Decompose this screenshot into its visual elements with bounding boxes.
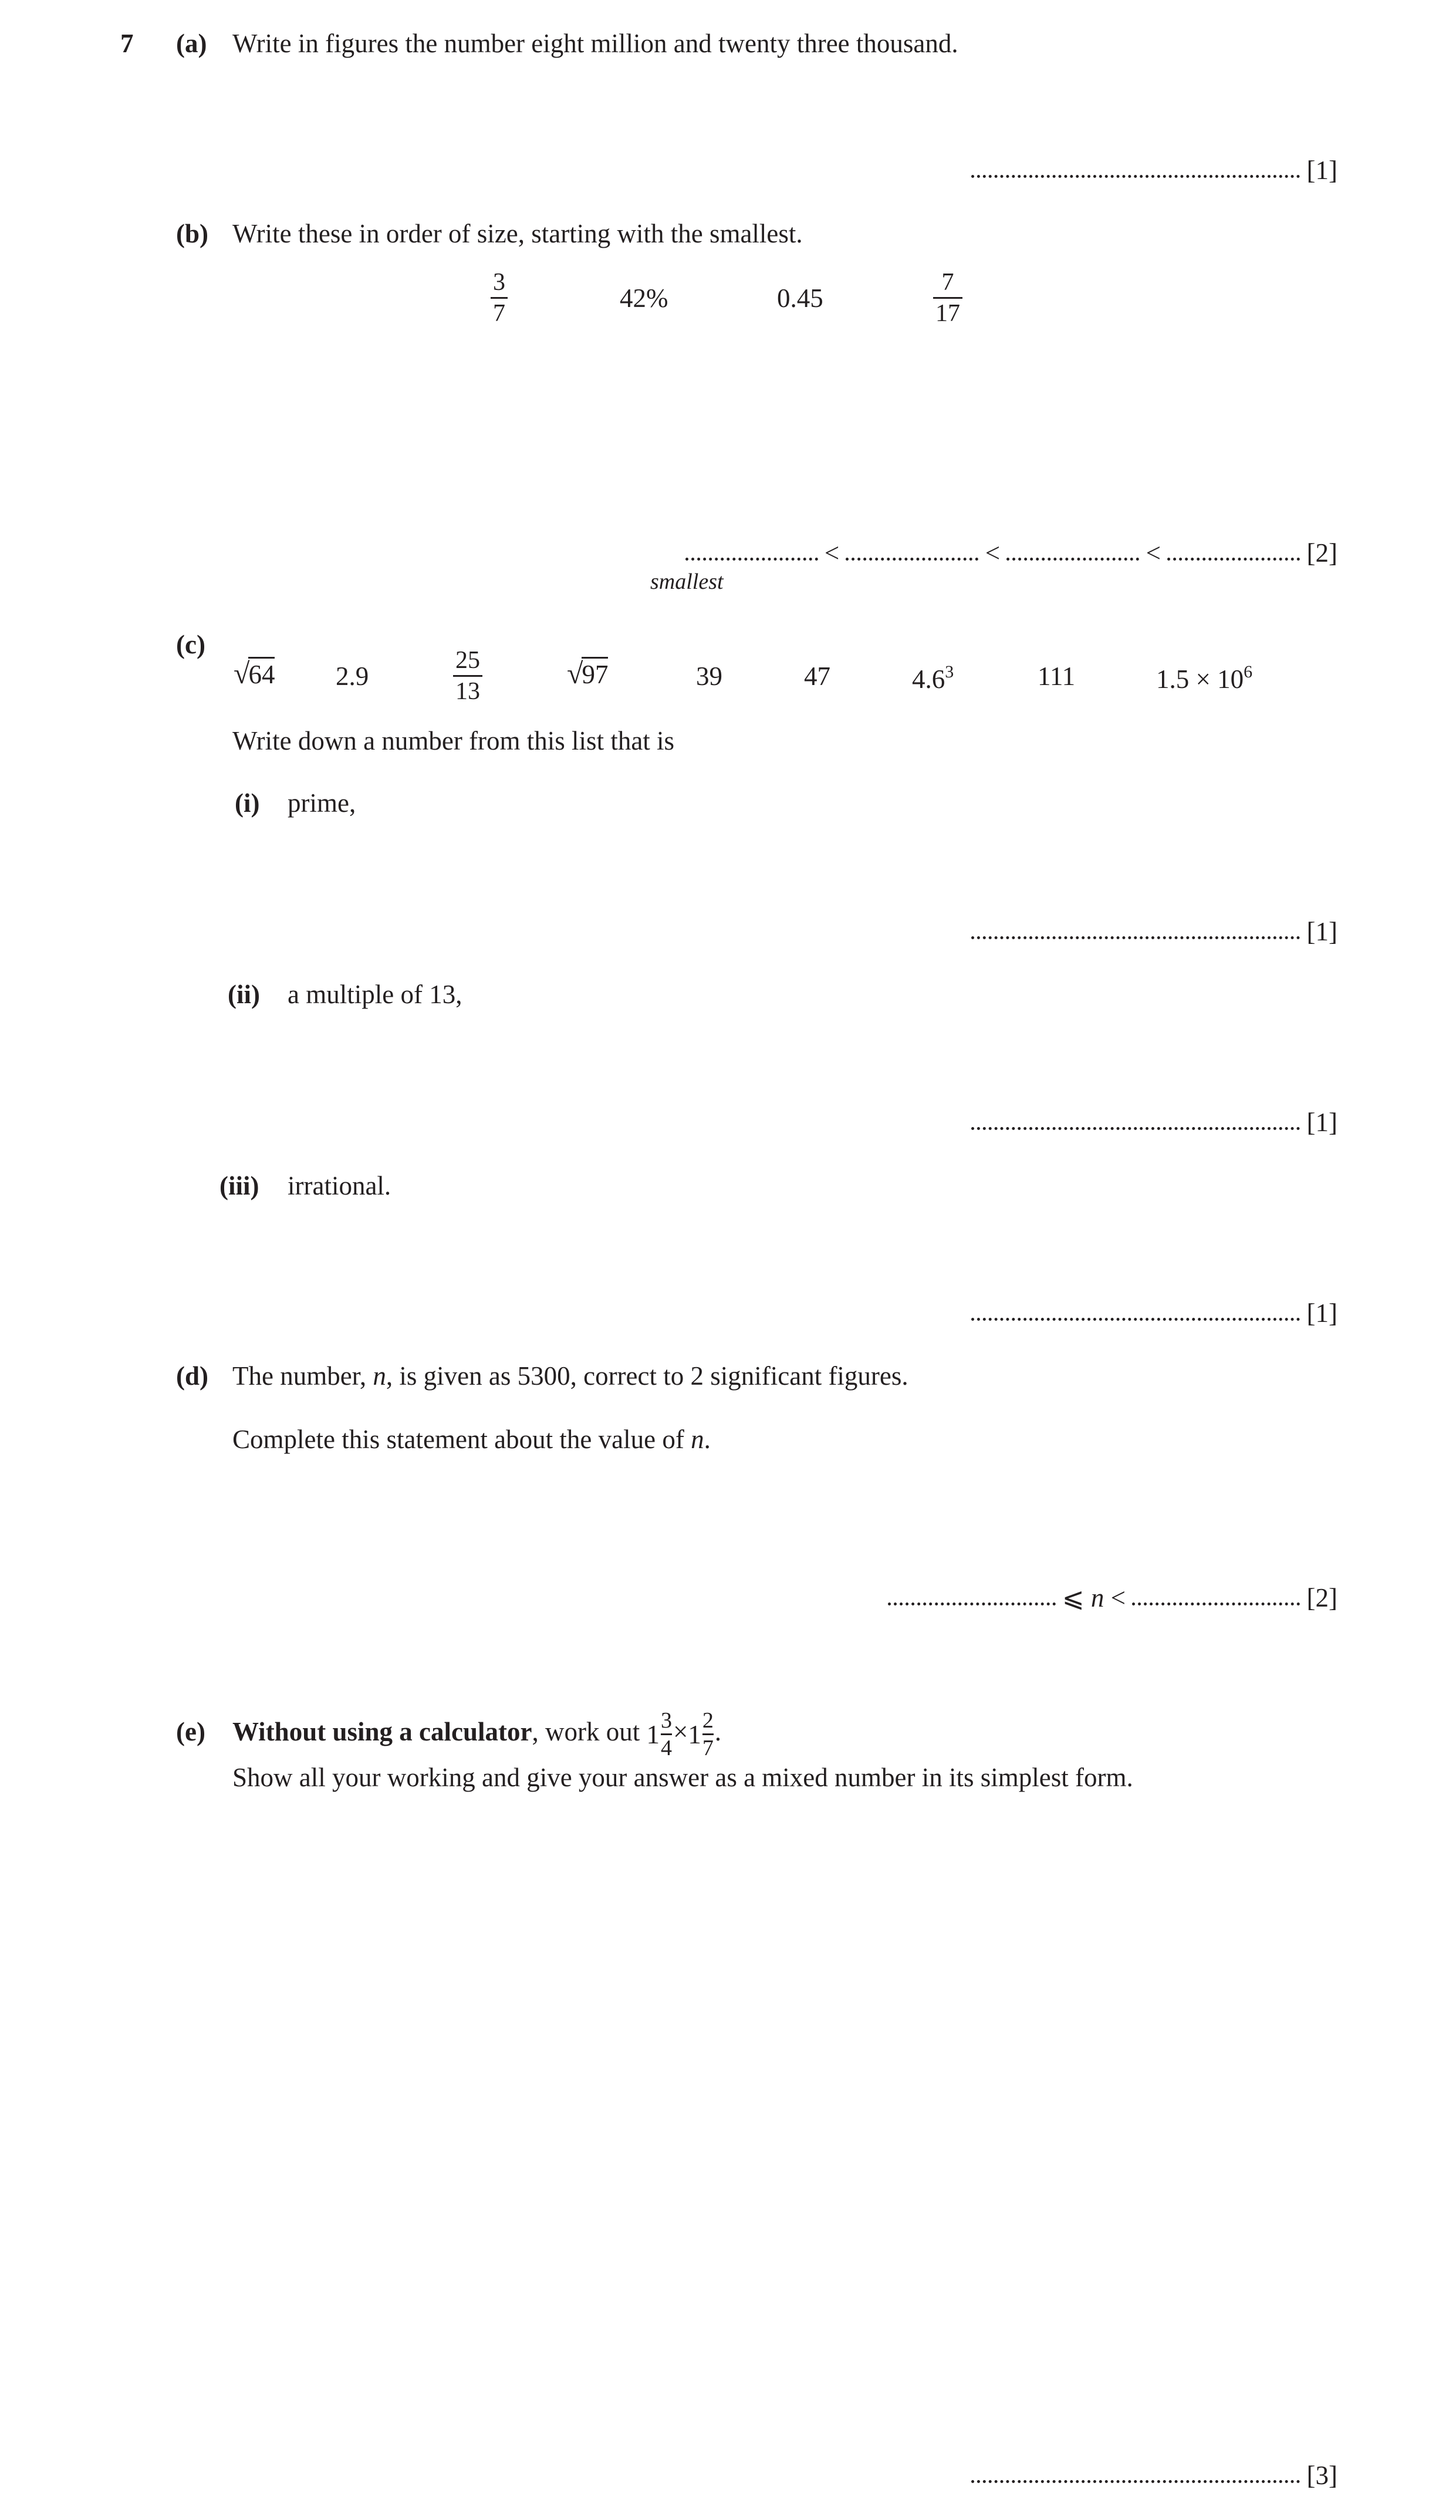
standard-form-base: 1.5 × 10 [1156,664,1244,694]
answer-dots[interactable] [971,936,1300,939]
less-than-or-equal-sign: ⩽ [1062,1583,1085,1612]
answer-slot-3[interactable] [1006,558,1139,561]
fraction-numerator: 7 [941,269,954,296]
part-b-answer-line[interactable] [685,540,1337,566]
text-segment: , is given as 5300, correct to 2 significant figures. [386,1361,908,1391]
text-segment: , work out [532,1717,647,1746]
text-segment: . [714,1717,722,1746]
answer-dots[interactable] [971,1127,1300,1130]
variable-n: n [1090,1583,1104,1612]
fraction-numerator: 25 [455,647,480,674]
standard-form-number [1156,663,1252,693]
part-c-ii-answer-line[interactable] [971,1109,1337,1136]
radicand: 97 [582,657,608,689]
fraction-bar [702,1733,714,1735]
mixed-number-1 [646,1705,673,1764]
part-e-line2: Show all your working and give your answer as a mixed number in its simplest form. [232,1763,1133,1792]
part-c-prompt: Write down a number from this list that is [232,726,675,755]
part-d-statement [232,1426,711,1453]
bold-instruction: Without using a calculator [232,1717,532,1746]
fraction-numerator: 2 [702,1708,714,1733]
fraction-7-17 [933,270,962,326]
sqrt-symbol: √ [234,657,250,690]
answer-dots[interactable] [971,2480,1300,2483]
part-a-text: Write in figures the number eight million and twenty three thousand. [232,29,958,58]
part-e-text [232,1702,721,1764]
fraction-numerator: 3 [660,1708,672,1733]
part-c-ii-label: (ii) [228,980,260,1009]
part-c-i-text: prime, [288,788,356,818]
part-c-label: (c) [176,630,205,659]
fraction-part [702,1709,714,1759]
part-d-answer-line[interactable] [888,1585,1337,1611]
part-c-iii-answer-line[interactable] [971,1300,1337,1327]
decimal-value: 0.45 [777,284,823,313]
text-segment: The number, [232,1361,373,1391]
times-sign: × [673,1717,688,1746]
fraction-bar [453,675,482,677]
part-c-i-label: (i) [235,788,260,818]
sqrt-64 [234,659,275,688]
smallest-label: smallest [650,569,724,594]
fraction-numerator: 3 [493,269,505,296]
less-than-sign: < [985,538,1001,568]
part-c-ii-marks: [1] [1306,1108,1337,1137]
fraction-bar [933,297,962,299]
sqrt-symbol: √ [567,657,583,690]
fraction-25-13 [453,648,482,704]
less-than-sign: < [1110,1583,1126,1612]
answer-dots[interactable] [971,175,1300,178]
part-e-answer-line[interactable] [971,2462,1337,2489]
sqrt-97 [567,659,608,688]
radicand: 64 [248,657,275,689]
upper-bound-slot[interactable] [1132,1603,1300,1605]
number-111: 111 [1038,662,1076,691]
question-number: 7 [120,29,134,58]
less-than-sign: < [824,538,840,568]
part-d-marks: [2] [1306,1583,1337,1612]
part-a-answer-line[interactable] [971,157,1337,184]
number-47: 47 [804,662,830,691]
fraction-3-7 [491,270,508,326]
power-exponent: 3 [945,662,954,682]
number-2-9: 2.9 [336,662,369,691]
standard-form-exponent: 6 [1244,662,1253,682]
part-d-text [232,1363,908,1389]
answer-dots[interactable] [971,1318,1300,1321]
power-base: 4.6 [912,664,945,694]
lower-bound-slot[interactable] [888,1603,1056,1605]
part-d-label: (d) [176,1361,208,1391]
part-e-marks: [3] [1306,2461,1337,2490]
part-e-label: (e) [176,1717,205,1746]
fraction-denominator: 7 [493,300,505,327]
whole-part: 1 [688,1719,701,1749]
part-a-marks: [1] [1306,156,1337,185]
part-c-iii-marks: [1] [1306,1298,1337,1328]
text-segment: Complete this statement about the value of [232,1425,691,1454]
fraction-bar [491,297,508,299]
whole-part: 1 [646,1719,660,1749]
answer-slot-4[interactable] [1167,558,1300,561]
text-segment: . [704,1425,711,1454]
fraction-denominator: 13 [455,678,480,705]
part-b-label: (b) [176,219,208,248]
part-b-text: Write these in order of size, starting with the smallest. [232,219,803,248]
part-b-marks: [2] [1306,538,1337,568]
fraction-part [661,1709,672,1759]
answer-slot-2[interactable] [846,558,978,561]
variable-n: n [373,1361,386,1391]
part-c-i-marks: [1] [1306,917,1337,946]
fraction-denominator: 17 [935,300,960,327]
fraction-bar [661,1733,672,1735]
variable-n: n [691,1425,704,1454]
number-39: 39 [696,662,722,691]
mixed-number-2 [688,1705,715,1764]
fraction-denominator: 7 [702,1736,714,1761]
fraction-denominator: 4 [660,1736,672,1761]
power-4-6-cubed [912,663,954,693]
part-c-ii-text: a multiple of 13, [288,980,462,1009]
part-a-label: (a) [176,29,207,58]
part-c-iii-label: (iii) [219,1171,259,1200]
answer-slot-1[interactable] [685,558,818,561]
part-c-i-answer-line[interactable] [971,919,1337,945]
part-c-iii-text: irrational. [288,1171,391,1200]
percent-value: 42% [620,284,668,313]
less-than-sign: < [1146,538,1161,568]
